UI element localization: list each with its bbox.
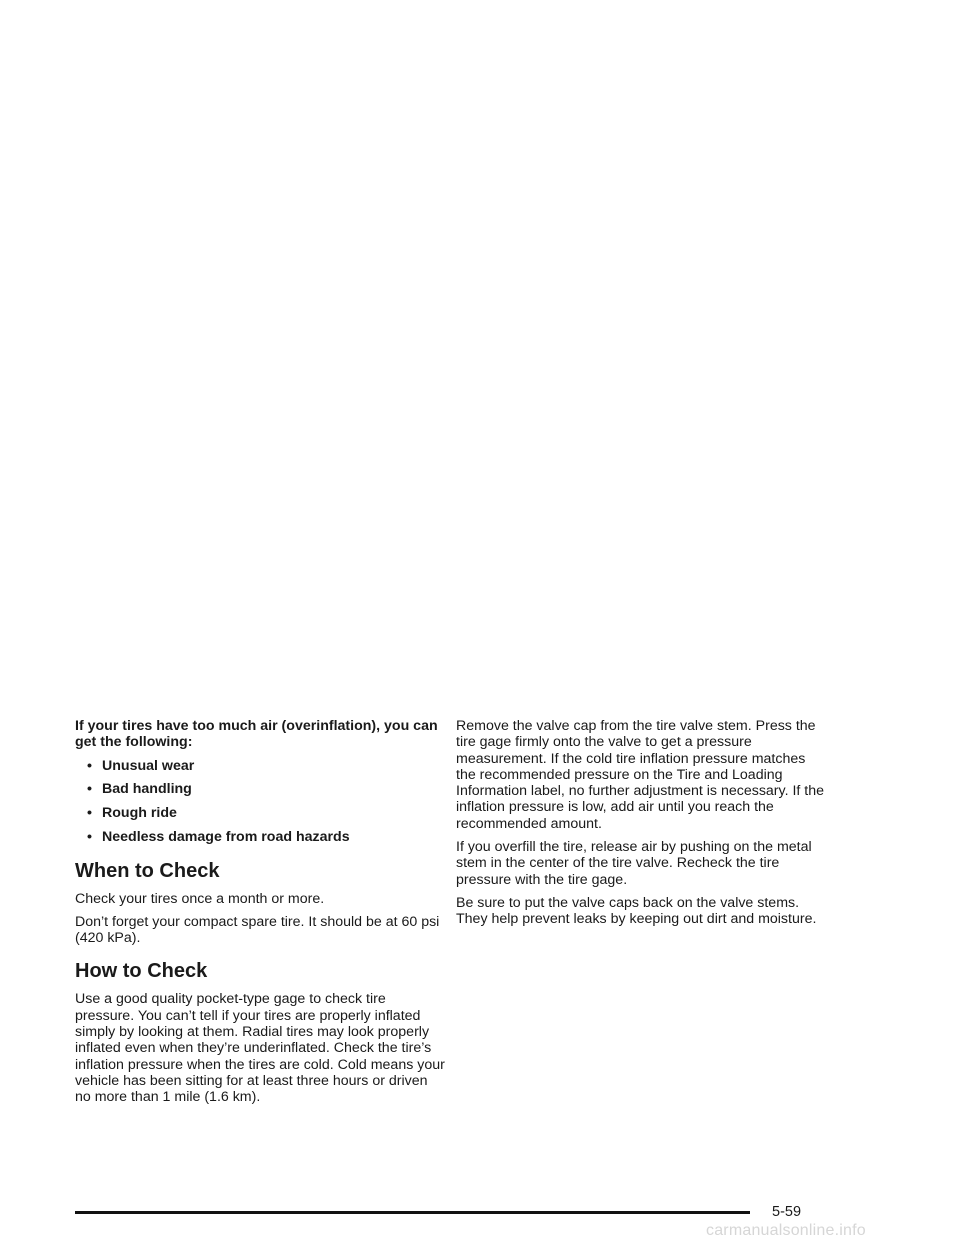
paragraph: Check your tires once a month or more. (75, 890, 325, 907)
bullet-icon: • (87, 805, 92, 822)
when-to-check-heading: When to Check (75, 859, 220, 882)
list-item: • Needless damage from road hazards (87, 829, 350, 846)
bullet-icon: • (87, 781, 92, 798)
paragraph: If you overfill the tire, release air by pushing on the metal stem in the center of the tire valve. Recheck the tire pressure with the tire gage. (456, 839, 812, 888)
watermark: carmanualsonline.info (706, 1222, 866, 1239)
footer-divider (75, 1211, 750, 1214)
list-item: • Unusual wear (87, 757, 195, 774)
overinflation-effects-list (75, 758, 445, 846)
how-to-check-heading: How to Check (75, 960, 208, 983)
bullet-icon: • (87, 829, 92, 846)
paragraph: Don’t forget your compact spare tire. It should be at 60 psi (420 kPa). (75, 913, 440, 947)
bullet-icon: • (87, 757, 92, 774)
paragraph: Remove the valve cap from the tire valve stem. Press the tire gage firmly onto the valve to get a pressure measurement. If the cold tire inflation pressure matches the recommended pressure on the Tire and Loading Information label, no further adjustment is necessary. If the inflation pressure is low, add air until you reach the recommended amount. (456, 718, 825, 832)
overinflation-intro: If your tires have too much air (overinflation), you can get the following: (75, 718, 438, 751)
right-column (456, 718, 826, 935)
paragraph: Be sure to put the valve caps back on the valve stems. They help prevent leaks by keeping out dirt and moisture. (456, 894, 817, 928)
paragraph: Use a good quality pocket-type gage to check tire pressure. You can’t tell if your tires are properly inflated simply by looking at them. Radial tires may look properly inflated even when they’re underinflated. Check the tire’s inflation pressure when the tires are cold. Cold means your vehicle has been sitting for at least three hours or driven no more than 1 mile (1.6 km). (75, 991, 445, 1106)
page-number: 5-59 (772, 1204, 802, 1220)
list-item: • Bad handling (87, 781, 192, 798)
left-column (75, 718, 445, 1113)
list-item: • Rough ride (87, 805, 177, 822)
